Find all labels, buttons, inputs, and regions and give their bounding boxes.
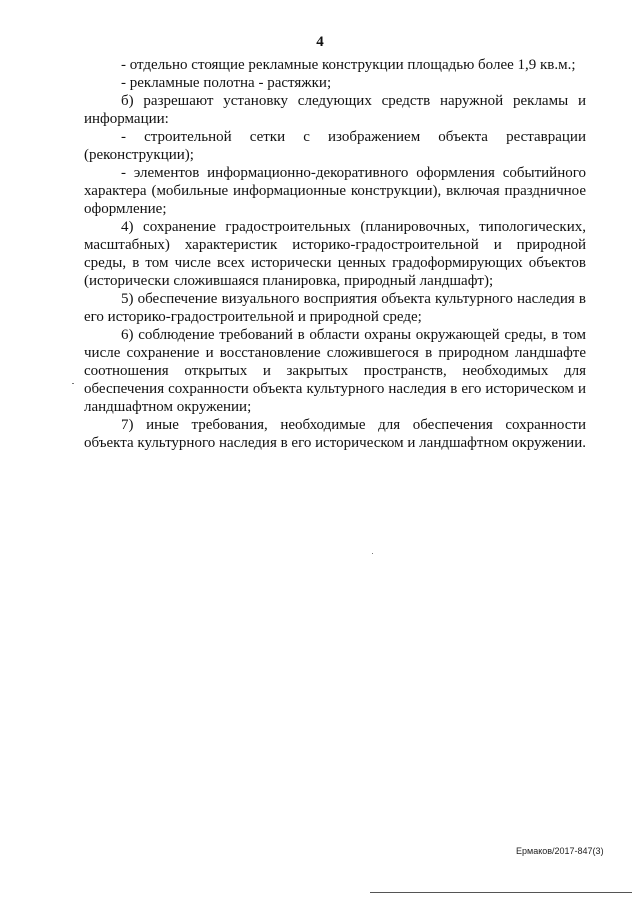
paragraph-banners: - рекламные полотна - растяжки; — [121, 75, 332, 91]
document-footer-code: Ермаков/2017-847(3) — [516, 846, 604, 856]
paragraph-environmental-protection: 6) соблюдение требований в области охраны окружающей среды, в том числе сохранение и восстановление сложившегося в природном ландшафте соотношения открытых и закрытых пространств, необходимых для обеспечения сохранности объекта культурного наследия в его историческом и ландшафтном окружении; — [84, 327, 586, 415]
document-body — [84, 56, 586, 452]
paragraph-urban-characteristics: 4) сохранение градостроительных (планировочных, типологических, масштабных) характеристик историко-градостроительной и природной среды, в том числе всех исторически ценных градоформирующих объектов (исторически сложившаяся планировка, природный ландшафт); — [84, 219, 586, 289]
scan-speck — [72, 383, 74, 384]
page-number: 4 — [316, 34, 324, 50]
paragraph-other-requirements: 7) иные требования, необходимые для обеспечения сохранности объекта культурного наследия в его историческом и ландшафтном окружении. — [84, 417, 586, 451]
paragraph-visual-perception: 5) обеспечение визуального восприятия объекта культурного наследия в его историко-градостроительной и природной среде; — [84, 291, 586, 325]
paragraph-billboards: - отдельно стоящие рекламные конструкции площадью более 1,9 кв.м.; — [121, 57, 576, 73]
paragraph-permitted-advertising: б) разрешают установку следующих средств наружной рекламы и информации: — [84, 93, 586, 127]
footer-divider — [370, 892, 632, 893]
scan-speck — [372, 553, 373, 554]
paragraph-construction-mesh: - строительной сетки с изображением объекта реставрации (реконструкции); — [84, 129, 586, 163]
paragraph-event-decoration: - элементов информационно-декоративного оформления событийного характера (мобильные информационные конструкции), включая праздничное оформление; — [84, 165, 586, 217]
